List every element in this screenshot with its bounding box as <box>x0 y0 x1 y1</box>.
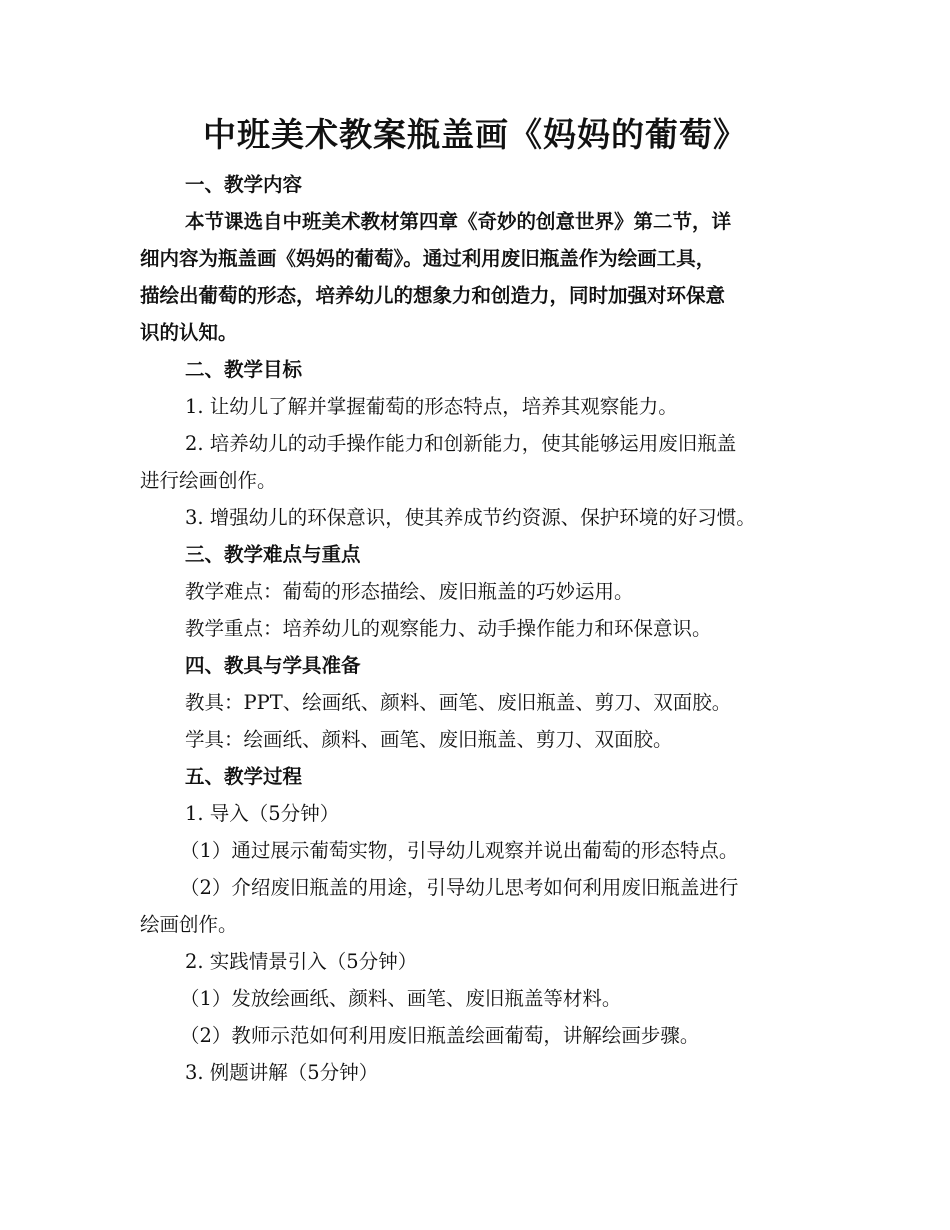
paragraph-line: 细内容为瓶盖画《妈妈的葡萄》。通过利用废旧瓶盖作为绘画工具， <box>140 247 716 270</box>
section-heading-goals: 二、教学目标 <box>185 358 303 381</box>
sub-list-item: （1）发放绘画纸、颜料、画笔、废旧瓶盖等材料。 <box>180 987 622 1010</box>
section-heading-key-points: 三、教学难点与重点 <box>185 543 361 566</box>
paragraph-line: 教学重点：培养幼儿的观察能力、动手操作能力和环保意识。 <box>185 617 712 640</box>
document-title: 中班美术教案瓶盖画《妈妈的葡萄》 <box>203 115 747 154</box>
sub-list-item: （2）教师示范如何利用废旧瓶盖绘画葡萄，讲解绘画步骤。 <box>180 1024 700 1047</box>
list-item: 3. 增强幼儿的环保意识，使其养成节约资源、保护环境的好习惯。 <box>185 506 756 529</box>
list-item: 1. 导入（5分钟） <box>185 802 340 825</box>
sub-list-item-continuation: 绘画创作。 <box>140 913 238 936</box>
list-item: 1. 让幼儿了解并掌握葡萄的形态特点，培养其观察能力。 <box>185 395 678 418</box>
section-heading-materials: 四、教具与学具准备 <box>185 654 361 677</box>
paragraph-line: 教具：PPT、绘画纸、颜料、画笔、废旧瓶盖、剪刀、双面胶。 <box>185 691 732 714</box>
paragraph-line: 识的认知。 <box>140 321 238 344</box>
section-heading-content: 一、教学内容 <box>185 173 303 196</box>
list-item: 2. 培养幼儿的动手操作能力和创新能力，使其能够运用废旧瓶盖 <box>185 432 737 455</box>
list-item-continuation: 进行绘画创作。 <box>140 469 277 492</box>
paragraph-line: 学具：绘画纸、颜料、画笔、废旧瓶盖、剪刀、双面胶。 <box>185 728 673 751</box>
paragraph-line: 本节课选自中班美术教材第四章《奇妙的创意世界》第二节，详 <box>185 210 732 233</box>
paragraph-line: 教学难点：葡萄的形态描绘、废旧瓶盖的巧妙运用。 <box>185 580 634 603</box>
list-item: 2. 实践情景引入（5分钟） <box>185 950 418 973</box>
paragraph-line: 描绘出葡萄的形态，培养幼儿的想象力和创造力，同时加强对环保意 <box>140 284 726 307</box>
sub-list-item: （2）介绍废旧瓶盖的用途，引导幼儿思考如何利用废旧瓶盖进行 <box>180 876 739 899</box>
list-item: 3. 例题讲解（5分钟） <box>185 1061 379 1084</box>
section-heading-process: 五、教学过程 <box>185 765 303 788</box>
sub-list-item: （1）通过展示葡萄实物，引导幼儿观察并说出葡萄的形态特点。 <box>180 839 739 862</box>
